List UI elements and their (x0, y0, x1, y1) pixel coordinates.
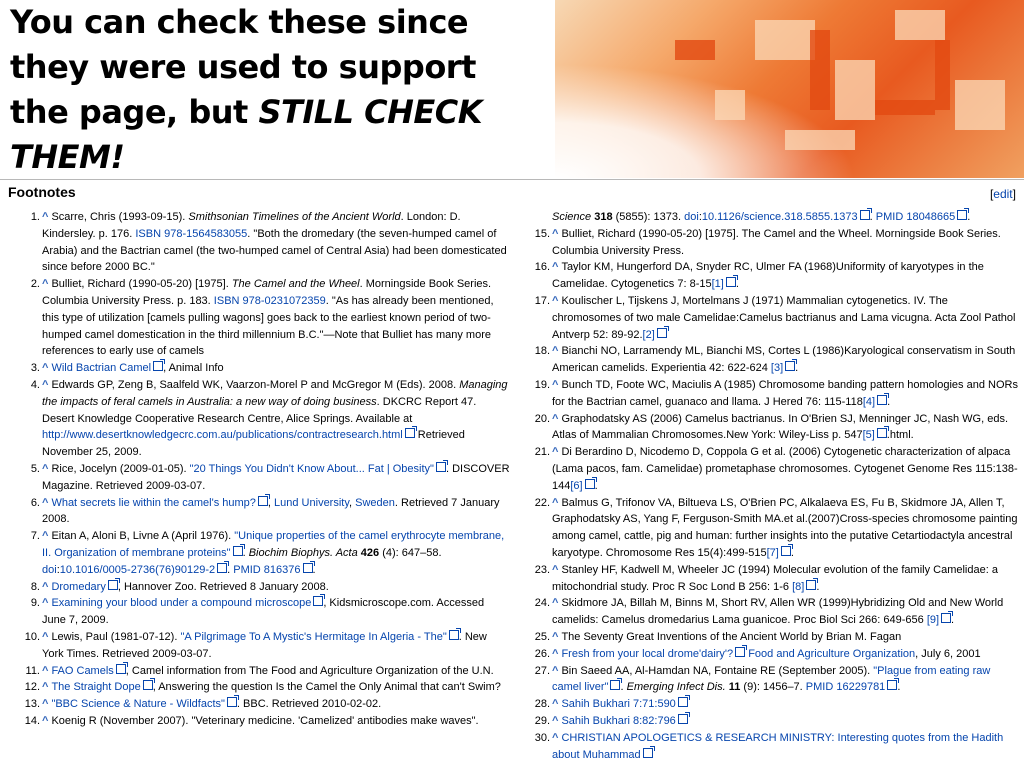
backlink-caret[interactable]: ^ (552, 664, 559, 677)
backlink-caret[interactable]: ^ (42, 681, 49, 694)
footnote-number: 5. (30, 462, 40, 475)
citation-link[interactable]: "A Pilgrimage To A Mystic's Hermitage In Algeria - The" (180, 630, 447, 643)
header-divider (0, 179, 1024, 180)
footnote-number: 3. (30, 362, 40, 375)
citation-link[interactable]: 16229781 (836, 681, 886, 694)
footnote-text (552, 713, 1018, 730)
footnote-item (524, 444, 1018, 494)
citation-link[interactable]: 10.1126/science.318.5855.1373 (701, 211, 858, 223)
citation-link[interactable]: Examining your blood under a compound microscope (51, 597, 312, 610)
external-link-icon[interactable] (227, 697, 237, 707)
footnote-number: 8. (30, 580, 40, 593)
footnote-item (14, 209, 510, 276)
footnote-item (14, 360, 510, 377)
external-link-icon[interactable] (726, 277, 736, 287)
footnote-number: 1. (30, 211, 40, 223)
bold-text: 11 (728, 681, 741, 694)
footnote-number: 28. (534, 698, 550, 711)
citation-link[interactable]: [1] (711, 278, 724, 291)
backlink-caret[interactable]: ^ (552, 731, 559, 744)
footnote-number: 25. (534, 630, 550, 643)
italic-text: The Camel and the Wheel (231, 278, 360, 291)
footnote-text: ^ Koenig R (November 2007). "Veterinary medicine. 'Camelized' antibodies make waves". (42, 714, 479, 727)
footnote-item (524, 696, 1018, 713)
footnote-number: 21. (534, 446, 550, 459)
footnote-item (524, 293, 1018, 343)
backlink-caret[interactable]: ^ (42, 597, 49, 610)
footnote-number: 2. (30, 278, 40, 291)
footnote-item (524, 663, 1018, 697)
footnote-number: 9. (30, 597, 40, 610)
footnote-text: ^ Examining your blood under a compound microscope , Kidsmicroscope.com. Accessed June 7, 2009. (42, 597, 485, 627)
citation-link[interactable]: [3] (770, 362, 784, 375)
citation-link[interactable]: "Plague from eating raw camel liver" (552, 664, 991, 694)
footnote-item (524, 343, 1018, 377)
citation-link[interactable]: The Straight Dope (51, 681, 141, 694)
citation-link[interactable]: [7] (766, 546, 779, 559)
backlink-caret[interactable]: ^ (552, 412, 559, 425)
footnote-text: ^ Fresh from your local drome'dairy'? Food and Agriculture Organization, July 6, 2001 (552, 647, 981, 660)
external-link-icon[interactable] (678, 697, 688, 707)
citation-link[interactable]: "Unique properties of the camel erythrocyte membrane, II. Organization of membrane proteins" (42, 530, 505, 559)
citation-link[interactable]: Food and Agriculture Organization (748, 647, 916, 660)
footnote-text: ^ Stanley HF, Kadwell M, Wheeler JC (1994) Molecular evolution of the family Camelidae: a mitochondrial study. Proc R Soc Lond B 256: 1-6 [8] . (552, 563, 998, 593)
footnote-number (524, 209, 552, 226)
citation-link[interactable]: "20 Things You Didn't Know About... Fat | Obesity" (189, 462, 434, 475)
slide-title-line-2: they were used to support (10, 48, 476, 86)
footnotes-right-column (524, 209, 1018, 763)
slide-title-line-4-emphasis: THEM! (10, 138, 125, 176)
footnote-number: 13. (24, 698, 40, 711)
footnote-text: ^ Balmus G, Trifonov VA, Biltueva LS, O'Brien PC, Alkalaeva ES, Fu B, Skidmore JA, Allen T, Graphodatsky AS, Yang F, Ferguson-Smith MA.et al.(2007)Cross-species chromosome painting among camel, cattle, pig and human: further insights into the putative Cetartiodactyla ancestral karyotype. Chromosome Res 15(4):499-515[7] . (552, 496, 1018, 559)
footnote-text: ^ Eitan A, Aloni B, Livne A (April 1976). "Unique properties of the camel erythrocyte membrane, II. Organization of membrane proteins" . Biochim Biophys. Acta 426 (4): 647–58. doi:10.1016/0005-2736(76)90129-2 . PMID 816376 . (42, 530, 505, 576)
italic-text: Emerging Infect Dis. (626, 681, 726, 694)
footnote-item (524, 377, 1018, 411)
citation-link[interactable]: doi (42, 563, 57, 576)
footnote-text: ^ The Straight Dope , Answering the question Is the Camel the Only Animal that can't Swim? (42, 681, 501, 694)
citation-link[interactable]: [5] (862, 429, 875, 442)
backlink-caret[interactable]: ^ (552, 345, 559, 358)
footnote-text: ^ Dromedary , Hannover Zoo. Retrieved 8 January 2008. (42, 580, 329, 593)
footnote-text: ^ Bulliet, Richard (1990-05-20) [1975]. The Camel and the Wheel. Morningside Book Series. Columbia University Press. p. 183. ISBN 978-0231072359. "As has already been mentioned, this type of utilization [camels pulling wagons] goes back to the earliest known period of two-humped camel domestication in the third millennium B.C."—Note that Bulliet has many more references to early use of camels (42, 278, 494, 358)
footnote-number: 27. (534, 664, 550, 677)
citation-link[interactable]: Dromedary (51, 580, 106, 593)
citation-link[interactable]: [6] (570, 479, 583, 492)
backlink-caret[interactable]: ^ (42, 664, 49, 677)
footnote-text: ^ Edwards GP, Zeng B, Saalfeld WK, Vaarzon-Morel P and McGregor M (Eds). 2008. Managing the impacts of feral camels in Australia: a new way of doing business. DKCRC Report 47. Desert Knowledge Cooperative Research Centre, Alice Springs. Available at http://www.desertknowledgecrc.com.au/publications/contractresearch.html Retrieved November 25, 2009. (42, 378, 508, 459)
footnote-text: ^ What secrets lie within the camel's hump? , Lund University, Sweden. Retrieved 7 January 2008. (42, 496, 500, 526)
bold-text: 318 (594, 211, 613, 223)
footnote-text: ^ Bin Saeed AA, Al-Hamdan NA, Fontaine RE (September 2005). "Plague from eating raw camel liver" . Emerging Infect Dis. 11 (9): 1456–7. PMID 16229781 . (552, 664, 991, 694)
footnote-item (14, 377, 510, 461)
external-link-icon[interactable] (678, 714, 688, 724)
backlink-caret[interactable]: ^ (42, 278, 49, 291)
backlink-caret[interactable]: ^ (42, 496, 49, 509)
italic-text: Managing the impacts of feral camels in Australia: a new way of doing business (42, 378, 508, 408)
backlink-caret[interactable]: ^ (42, 580, 49, 593)
footnote-item (524, 411, 1018, 445)
slide-title-line-3-emphasis: STILL CHECK (258, 93, 483, 131)
backlink-caret[interactable]: ^ (552, 261, 559, 274)
footnote-item (524, 495, 1018, 562)
external-link-icon[interactable] (153, 361, 163, 371)
footnote-item (14, 528, 510, 578)
backlink-caret[interactable]: ^ (42, 211, 49, 223)
footnote-number: 17. (534, 294, 550, 307)
footnote-text: ^ Koulischer L, Tijskens J, Mortelmans J (1971) Mammalian cytogenetics. IV. The chromosomes of two male Camelidae:Camelus bactrianus and Lama vicugna. Acta Zool Pathol Antverp 52: 89-92.[2] (552, 294, 1016, 341)
backlink-caret[interactable]: ^ (552, 647, 559, 660)
backlink-caret[interactable]: ^ (42, 462, 49, 475)
footnote-number: 30. (534, 731, 550, 744)
footnote-number: 24. (534, 597, 550, 610)
footnote-text: ^ The Seventy Great Inventions of the Ancient World by Brian M. Fagan (552, 630, 902, 643)
external-link-icon[interactable] (657, 328, 667, 338)
footnote-number: 29. (534, 714, 550, 727)
footnote-item (14, 629, 510, 663)
backlink-caret[interactable]: ^ (42, 378, 49, 391)
citation-link[interactable]: Lund University (274, 496, 350, 509)
citation-link[interactable]: [8] (792, 580, 805, 593)
external-link-icon[interactable] (785, 361, 795, 371)
footnote-text: ^ Graphodatsky AS (2006) Camelus bactrianus. In O'Brien SJ, Menninger JC, Nash WG, eds. Atlas of Mammalian Chromosomes.New York: Wiley-Liss p. 547[5] .html. (552, 412, 1009, 442)
external-link-icon[interactable] (116, 664, 126, 674)
footnote-item (14, 663, 510, 680)
footnote-item (524, 209, 1018, 226)
citation-link[interactable]: What secrets lie within the camel's hump? (51, 496, 256, 509)
external-link-icon[interactable] (436, 462, 446, 472)
citation-link[interactable]: 10.1016/0005-2736(76)90129-2 (59, 563, 216, 576)
footnote-number: 4. (30, 378, 40, 391)
backlink-caret[interactable]: ^ (552, 698, 559, 711)
external-link-icon[interactable] (877, 395, 887, 405)
footnote-item (524, 629, 1018, 646)
backlink-caret[interactable]: ^ (552, 446, 559, 459)
footnote-number: 22. (534, 496, 550, 509)
external-link-icon[interactable] (217, 563, 227, 573)
backlink-caret[interactable]: ^ (552, 227, 559, 240)
footnote-item (14, 276, 510, 360)
footnote-item (14, 713, 510, 730)
footnote-number: 14. (24, 714, 40, 727)
footnote-text: ^ Bulliet, Richard (1990-05-20) [1975]. The Camel and the Wheel. Morningside Book Series. Columbia University Press. (552, 227, 1001, 257)
footnote-number: 6. (30, 496, 40, 509)
external-link-icon[interactable] (585, 479, 595, 489)
footnote-number: 12. (24, 681, 40, 694)
footnote-item (14, 461, 510, 495)
slide-title-line-1: You can check these since (10, 3, 469, 41)
citation-link[interactable]: 18048665 (906, 211, 956, 223)
footnote-number: 16. (534, 261, 550, 274)
citation-link[interactable]: PMID (875, 211, 904, 223)
backlink-caret[interactable]: ^ (552, 630, 559, 643)
footnote-item (524, 562, 1018, 596)
backlink-caret[interactable]: ^ (552, 294, 559, 307)
citation-link[interactable]: Sahih Bukhari 8:82:796 (561, 714, 676, 727)
footnote-item (14, 579, 510, 596)
footnote-number: 18. (534, 345, 550, 358)
backlink-caret[interactable]: ^ (42, 630, 49, 643)
backlink-caret[interactable]: ^ (42, 362, 49, 375)
slide-title-line-4 (10, 135, 550, 180)
citation-link[interactable]: Fresh from your local drome'dairy'? (561, 647, 734, 660)
footnote-text: ^ Skidmore JA, Billah M, Binns M, Short RV, Allen WR (1999)Hybridizing Old and New World camelids: Camelus dromedarius Lama guanicoe. Proc Biol Sci 266: 649-656 [9] . (552, 597, 1004, 627)
edit-section: [edit] (989, 187, 1016, 201)
footnotes-heading: Footnotes (8, 184, 76, 200)
citation-link[interactable]: "BBC Science & Nature - Wildfacts" (51, 698, 225, 711)
backlink-caret[interactable]: ^ (42, 714, 49, 727)
external-link-icon[interactable] (108, 580, 118, 590)
external-link-icon[interactable] (258, 496, 268, 506)
backlink-caret[interactable]: ^ (552, 563, 559, 576)
italic-text: Smithsonian Timelines of the Ancient World (188, 211, 401, 223)
external-link-icon[interactable] (941, 613, 951, 623)
footnote-item (14, 696, 510, 713)
footnote-text: ^ Bunch TD, Foote WC, Maciulis A (1985) Chromosome banding pattern homologies and NORs for the Bactrian camel, guanaco and llama. J Hered 76: 115-118[4] . (552, 378, 1018, 408)
external-link-icon[interactable] (806, 580, 816, 590)
citation-link[interactable]: Sahih Bukhari 7:71:590 (561, 698, 676, 711)
backlink-caret[interactable]: ^ (552, 597, 559, 610)
footnote-text: ^ Wild Bactrian Camel , Animal Info (42, 362, 224, 375)
footnote-text: ^ Rice, Jocelyn (2009-01-05). "20 Things You Didn't Know About... Fat | Obesity" . DISCOVER Magazine. Retrieved 2009-03-07. (42, 462, 510, 492)
footnote-text: ^ Taylor KM, Hungerford DA, Snyder RC, Ulmer FA (1968)Uniformity of karyotypes in the Camelidae. Cytogenetics 7: 8-15[1] . (552, 261, 984, 291)
slide-title-line-3 (10, 90, 550, 135)
citation-link[interactable]: CHRISTIAN APOLOGETICS & RESEARCH MINISTRY: Interesting quotes from the Hadith about Muhammad (552, 731, 1004, 761)
footnote-text: ^ Di Berardino D, Nicodemo D, Coppola G et al. (2006) Cytogenetic characterization of alpaca (Lama pacos, fam. Camelidae) prometaphase chromosomes. Cytogenet Genome Res 115:138-144[6] . (552, 446, 1018, 492)
external-link-icon[interactable] (735, 647, 745, 657)
footnote-text: ^ "BBC Science & Nature - Wildfacts" . BBC. Retrieved 2010-02-02. (42, 698, 382, 711)
footnote-number: 15. (534, 227, 550, 240)
external-link-icon[interactable] (610, 680, 620, 690)
citation-link[interactable]: PMID (233, 563, 261, 576)
footnote-number: 10. (24, 630, 40, 643)
external-link-icon[interactable] (303, 563, 313, 573)
italic-text: Biochim Biophys. Acta (248, 546, 358, 559)
citation-link[interactable]: doi (684, 211, 699, 223)
decorative-banner (555, 0, 1024, 178)
footnote-item (14, 595, 510, 629)
bold-text: 426 (360, 546, 380, 559)
external-link-icon[interactable] (449, 630, 459, 640)
external-link-icon[interactable] (877, 428, 887, 438)
footnote-number: 7. (30, 530, 40, 543)
citation-link[interactable]: 816376 (263, 563, 301, 576)
citation-link[interactable]: [4] (862, 395, 876, 408)
external-link-icon[interactable] (887, 680, 897, 690)
edit-link[interactable]: edit (993, 187, 1013, 201)
external-link-icon[interactable] (860, 210, 870, 220)
external-link-icon[interactable] (781, 546, 791, 556)
external-link-icon[interactable] (957, 210, 967, 220)
footnote-text: ^ Scarre, Chris (1993-09-15). Smithsonian Timelines of the Ancient World. London: D. Kindersley. p. 176. ISBN 978-1564583055. "Both the dromedary (the seven-humped camel of Arabia) and the Bactrian camel (the two-humped camel of Central Asia) had been domesticated since before 2000 BC." (42, 211, 507, 274)
footnotes-left-column (14, 209, 510, 730)
footnote-text: ^ FAO Camels , Camel information from The Food and Agriculture Organization of the U.N. (42, 664, 494, 677)
footnote-item (524, 713, 1018, 730)
citation-link[interactable]: FAO Camels (51, 664, 114, 677)
footnote-number: 23. (534, 563, 550, 576)
footnote-item (524, 226, 1018, 260)
footnote-number: 11. (25, 664, 40, 677)
footnote-text: ^ Bianchi NO, Larramendy ML, Bianchi MS, Cortes L (1986)Karyological conservatism in South American camelids. Experientia 42: 622-624 [3] . (552, 345, 1016, 375)
footnote-item (14, 495, 510, 529)
external-link-icon[interactable] (405, 428, 415, 438)
footnote-text: ^ Lewis, Paul (1981-07-12). "A Pilgrimage To A Mystic's Hermitage In Algeria - The" . New York Times. Retrieved 2009-03-07. (42, 630, 487, 660)
footnote-text (552, 730, 1018, 764)
backlink-caret[interactable]: ^ (552, 496, 559, 509)
external-link-icon[interactable] (143, 680, 153, 690)
slide-title-line-3-plain: the page, but (10, 93, 248, 131)
footnote-item (524, 730, 1018, 764)
footnote-item (524, 646, 1018, 663)
citation-link[interactable]: http://www.desertknowledgecrc.com.au/publications/contractresearch.html (42, 429, 403, 442)
citation-link[interactable]: ISBN 978-1564583055 (135, 227, 248, 240)
slide-title (10, 0, 550, 180)
citation-link[interactable]: ISBN 978-0231072359 (213, 294, 326, 307)
footnote-item (524, 595, 1018, 629)
backlink-caret[interactable]: ^ (42, 698, 49, 711)
footnote-text: Science 318 (5855): 1373. doi:10.1126/science.318.5855.1373 . PMID 18048665 . (552, 211, 971, 223)
footnote-item (524, 259, 1018, 293)
backlink-caret[interactable]: ^ (552, 378, 559, 391)
citation-link[interactable]: [9] (926, 614, 940, 627)
citation-link[interactable]: Wild Bactrian Camel (51, 362, 152, 375)
footnote-item (14, 679, 510, 696)
footnote-number: 20. (534, 412, 550, 425)
backlink-caret[interactable]: ^ (552, 714, 559, 727)
external-link-icon[interactable] (643, 748, 653, 758)
external-link-icon[interactable] (313, 596, 323, 606)
footnote-text (552, 696, 1018, 713)
external-link-icon[interactable] (233, 546, 243, 556)
backlink-caret[interactable]: ^ (42, 530, 49, 543)
italic-text: Science (552, 211, 592, 223)
citation-link[interactable]: [2] (642, 328, 655, 341)
footnote-number: 26. (534, 647, 550, 660)
citation-link[interactable]: PMID (805, 681, 834, 694)
footnote-number: 19. (534, 378, 550, 391)
citation-link[interactable]: Sweden (355, 496, 395, 509)
